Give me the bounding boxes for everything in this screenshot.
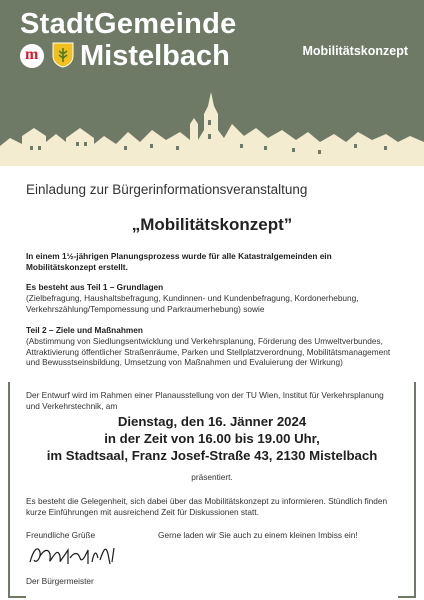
signer-title: Der Bürgermeister xyxy=(26,576,94,586)
event-time: in der Zeit von 16.00 bis 19.00 Uhr, xyxy=(104,431,320,446)
invitation-heading: Einladung zur Bürgerinformationsveranstaltung xyxy=(26,182,308,197)
header-banner xyxy=(0,0,424,178)
event-location: im Stadtsaal, Franz Josef-Straße 43, 2130 Mistelbach xyxy=(46,448,378,463)
snack-note: Gerne laden wir Sie auch zu einem kleinen Imbiss ein! xyxy=(158,530,358,540)
lead-paragraph: In einem 1½-jährigen Planungsprozess wurde für alle Katastralgemeinden ein Mobilitätskonzept erstellt. xyxy=(26,251,332,272)
brand-name-line2: Mistelbach xyxy=(80,40,230,72)
coat-of-arms-icon xyxy=(52,42,74,68)
bottom-left-corner xyxy=(8,596,26,598)
greeting: Freundliche Grüße xyxy=(26,530,96,540)
info-paragraph: Es besteht die Gelegenheit, sich dabei über das Mobilitätskonzept zu informieren. Stündlich finden kurze Einführungen mit ausreichend Zeit für Diskussionen statt. xyxy=(26,496,388,517)
page-title: „Mobilitätskonzept” xyxy=(131,215,293,234)
part1-heading: Es besteht aus Teil 1 – Grundlagen xyxy=(26,282,164,292)
city-logo-icon xyxy=(20,44,44,68)
part2-heading: Teil 2 – Ziele und Maßnahmen xyxy=(26,325,143,335)
town-skyline-illustration xyxy=(0,84,424,178)
part1-text: (Zielbefragung, Haushaltsbefragung, Kundinnen- und Kundenbefragung, Kordonerhebung, Verkehrszählung/Tempomessung und Parkraumerhebung) sowie xyxy=(26,293,359,314)
bottom-right-corner xyxy=(398,596,416,598)
header-subtitle: Mobilitätskonzept xyxy=(302,44,408,58)
draft-paragraph: Der Entwurf wird im Rahmen einer Planausstellung von der TU Wien, Institut für Verkehrsplanung und Verkehrstechnik, am xyxy=(26,390,384,411)
right-border-line xyxy=(414,382,416,596)
part2-text: (Abstimmung von Siedlungsentwicklung und Verkehrsplanung, Förderung des Umweltverbundes, Attraktivierung öffentlicher Straßenräume, Parken und Stellplatzverordnung, Mobilitätsmanagement und Bewusstseinsbildung, Umsetzung von Maßnahmen und Evaluierung der Wirkung) xyxy=(26,336,391,368)
event-date: Dienstag, den 16. Jänner 2024 xyxy=(117,414,307,429)
mayor-signature xyxy=(26,542,118,570)
brand-name-line1: StadtGemeinde xyxy=(20,8,237,40)
logo-letter: m xyxy=(25,46,39,63)
presented-text: präsentiert. xyxy=(191,472,233,482)
left-border-line xyxy=(8,382,10,596)
